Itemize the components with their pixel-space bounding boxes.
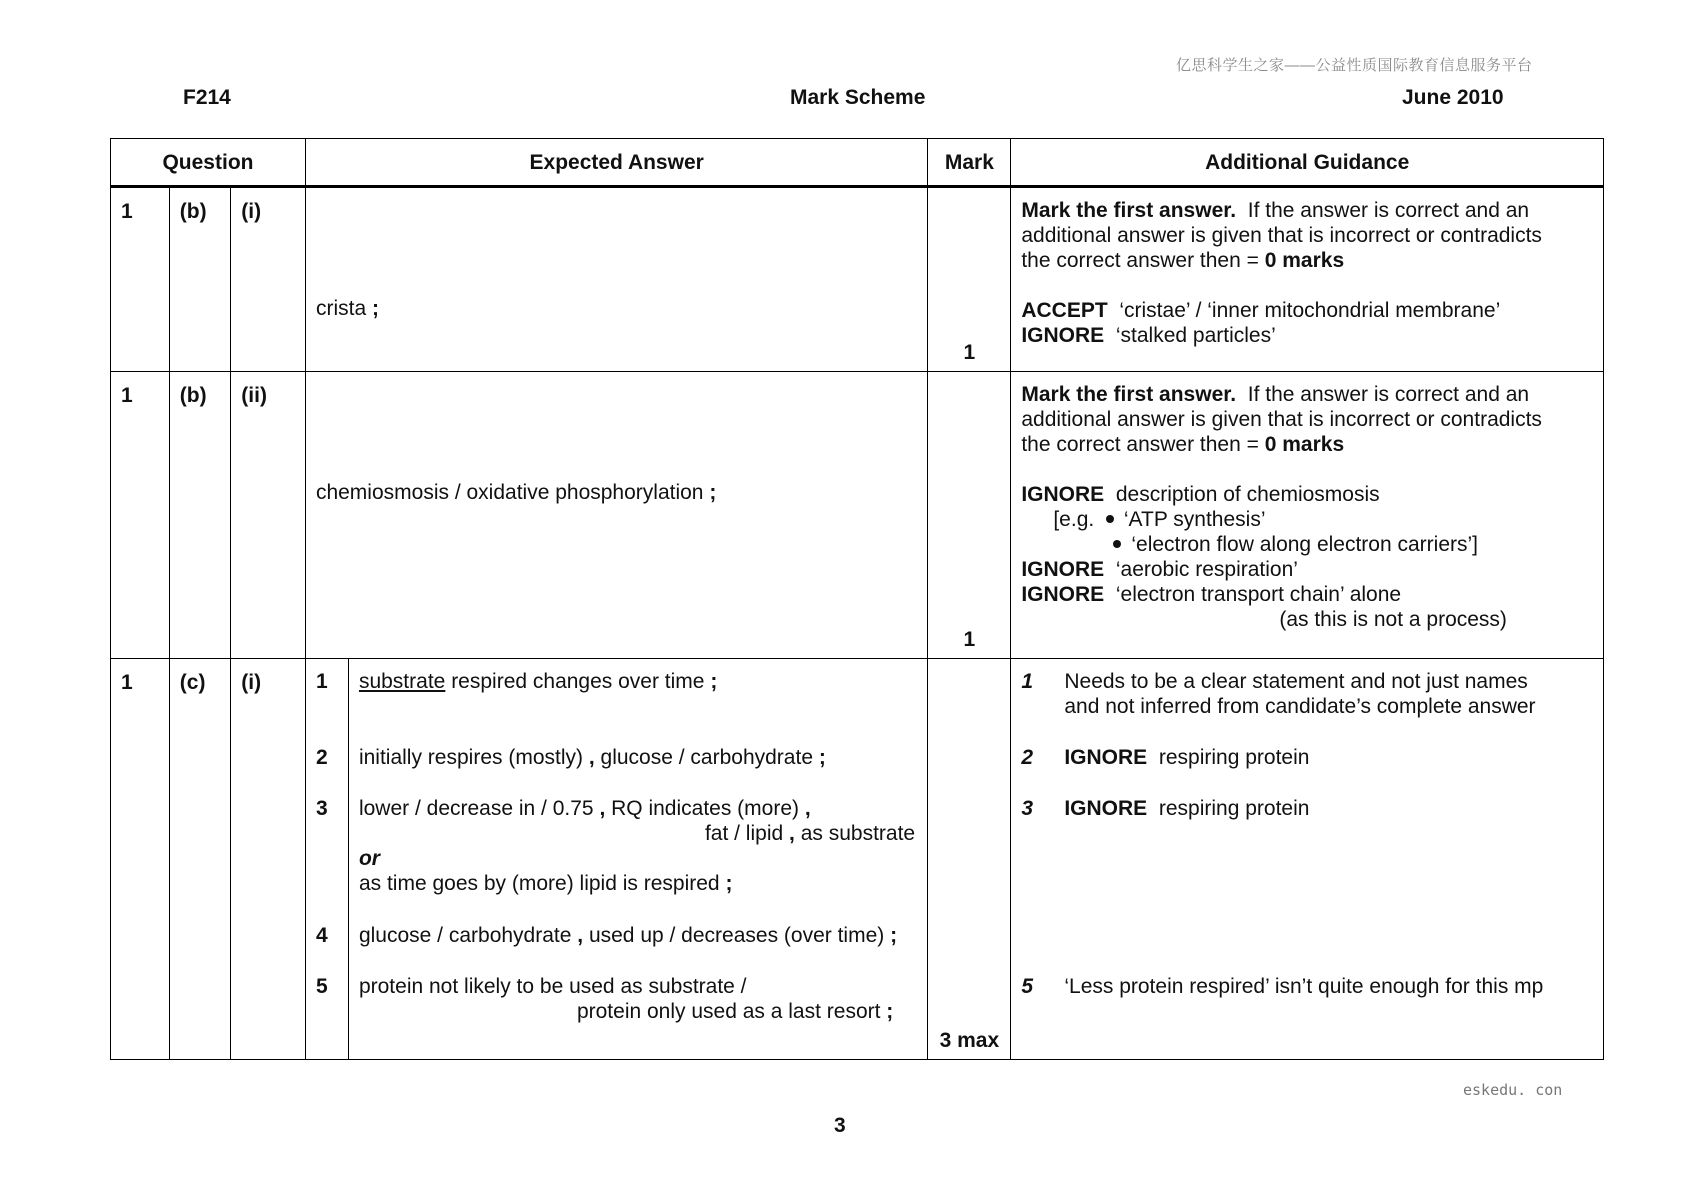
point-text: glucose / carbohydrate: [600, 746, 813, 769]
accept-keyword: ACCEPT: [1021, 299, 1108, 322]
table-row: [111, 659, 1604, 1060]
exam-date: June 2010: [1402, 86, 1504, 109]
mark-cell: [928, 372, 1011, 659]
guidance-text: respiring protein: [1158, 746, 1310, 769]
answer-text: chemiosmosis / oxidative phosphorylation: [315, 481, 704, 504]
point-text: used up / decreases (over time): [588, 924, 885, 947]
guidance-text: (as this is not a process): [1279, 608, 1507, 631]
guidance-text: ‘stalked particles’: [1115, 324, 1276, 347]
table-row: [111, 372, 1604, 659]
point-texts: substrate respired changes over time ; initially respires (mostly) , glucose / carbohydrate ; lower / decrease in / 0.75 , RQ indicates (more) , fat / lipid , as substrate or as time goes by (more) lipid is respired ; glucose / carbohydrate , used up / decreases (over time) ; protein not likely to be used as substrate / protein only used as a last resort ;: [348, 659, 927, 1059]
bullet-icon: [1106, 515, 1114, 523]
guidance-number: 2: [1021, 746, 1034, 769]
mark-scheme-table: [110, 138, 1604, 1060]
guidance-number: 1: [1021, 670, 1034, 693]
guidance-text: additional answer is given that is incorrect or contradicts: [1021, 224, 1542, 247]
guidance-marks: 0 marks: [1264, 249, 1345, 272]
bullet-icon: [1113, 540, 1121, 548]
paper-code: F214: [183, 86, 231, 109]
underlined-term: substrate: [358, 670, 446, 693]
header-expected-answer: Expected Answer: [305, 139, 927, 187]
guidance-bold: Mark the first answer.: [1021, 199, 1237, 222]
page-title: Mark Scheme: [790, 86, 926, 109]
point-number: 1: [315, 670, 328, 693]
point-numbers: [306, 659, 349, 1059]
header-mark: Mark: [928, 139, 1011, 187]
ignore-keyword: IGNORE: [1021, 483, 1105, 506]
point-text: RQ indicates (more): [611, 797, 800, 820]
watermark-top: 亿思科学生之家——公益性质国际教育信息服务平台: [1176, 57, 1533, 74]
point-number: 4: [315, 924, 328, 947]
guidance-text: If the answer is correct and an: [1247, 383, 1530, 406]
point-text: lower / decrease in / 0.75: [358, 797, 594, 820]
header-guidance: Additional Guidance: [1011, 139, 1604, 187]
mark-value: 1: [963, 341, 976, 364]
page-number: 3: [834, 1114, 846, 1137]
question-part: (c): [169, 659, 231, 1060]
table-header-row: [111, 139, 1604, 187]
mark-value: 3 max: [939, 1029, 1000, 1052]
guidance-text: additional answer is given that is incorrect or contradicts: [1021, 408, 1542, 431]
mark-cell: [928, 659, 1011, 1060]
guidance-text: ‘cristae’ / ‘inner mitochondrial membrane’: [1119, 299, 1501, 322]
ignore-keyword: IGNORE: [1064, 746, 1148, 769]
header-question: Question: [111, 139, 306, 187]
guidance-text: ‘aerobic respiration’: [1115, 558, 1298, 581]
question-subpart: (ii): [231, 372, 306, 659]
guidance-text: Needs to be a clear statement and not just names: [1064, 670, 1528, 693]
expected-answer: [305, 659, 927, 1060]
mark-cell: [928, 187, 1011, 372]
or-connector: or: [358, 847, 380, 870]
question-part: (b): [169, 187, 231, 372]
guidance-text: If the answer is correct and an: [1247, 199, 1530, 222]
ignore-keyword: IGNORE: [1064, 797, 1148, 820]
ignore-keyword: IGNORE: [1021, 324, 1105, 347]
answer-text: crista: [315, 297, 367, 320]
guidance-text: ‘electron transport chain’ alone: [1115, 583, 1402, 606]
ignore-keyword: IGNORE: [1021, 558, 1105, 581]
guidance-text: ‘ATP synthesis’: [1123, 508, 1266, 531]
point-text: respired changes over time: [451, 670, 705, 693]
guidance-text: description of chemiosmosis: [1115, 483, 1380, 506]
expected-answer: chemiosmosis / oxidative phosphorylation ;: [305, 372, 927, 659]
point-number: 3: [315, 797, 328, 820]
guidance-marks: 0 marks: [1264, 433, 1345, 456]
point-text: protein not likely to be used as substrate /: [358, 975, 747, 998]
mark-value: 1: [963, 628, 976, 651]
question-number: 1: [111, 372, 170, 659]
point-number: 2: [315, 746, 328, 769]
question-number: 1: [111, 659, 170, 1060]
guidance-text: ‘Less protein respired’ isn’t quite enough for this mp: [1064, 975, 1544, 998]
guidance-text: ‘electron flow along electron carriers’]: [1131, 533, 1478, 556]
table-row: [111, 187, 1604, 372]
question-part: (b): [169, 372, 231, 659]
guidance-text: the correct answer then =: [1021, 433, 1259, 456]
guidance-number: 5: [1021, 975, 1034, 998]
point-text: glucose / carbohydrate: [358, 924, 572, 947]
point-text: fat / lipid: [704, 822, 784, 845]
guidance-text: respiring protein: [1158, 797, 1310, 820]
expected-answer: crista ;: [305, 187, 927, 372]
guidance-cell: [1011, 659, 1604, 1060]
guidance-cell: [1011, 187, 1604, 372]
guidance-text: the correct answer then =: [1021, 249, 1259, 272]
point-number: 5: [315, 975, 328, 998]
question-subpart: (i): [231, 659, 306, 1060]
point-text: as substrate: [800, 822, 916, 845]
guidance-bold: Mark the first answer.: [1021, 383, 1237, 406]
point-text: as time goes by (more) lipid is respired: [358, 872, 720, 895]
question-number: 1: [111, 187, 170, 372]
ignore-keyword: IGNORE: [1021, 583, 1105, 606]
question-subpart: (i): [231, 187, 306, 372]
guidance-text: [e.g.: [1053, 508, 1095, 531]
watermark-bottom: eskedu. con: [1463, 1081, 1563, 1099]
guidance-cell: [1011, 372, 1604, 659]
guidance-text: and not inferred from candidate’s complete answer: [1064, 695, 1536, 718]
guidance-number: 3: [1021, 797, 1034, 820]
point-text: initially respires (mostly): [358, 746, 583, 769]
point-text: protein only used as a last resort: [576, 1000, 881, 1023]
